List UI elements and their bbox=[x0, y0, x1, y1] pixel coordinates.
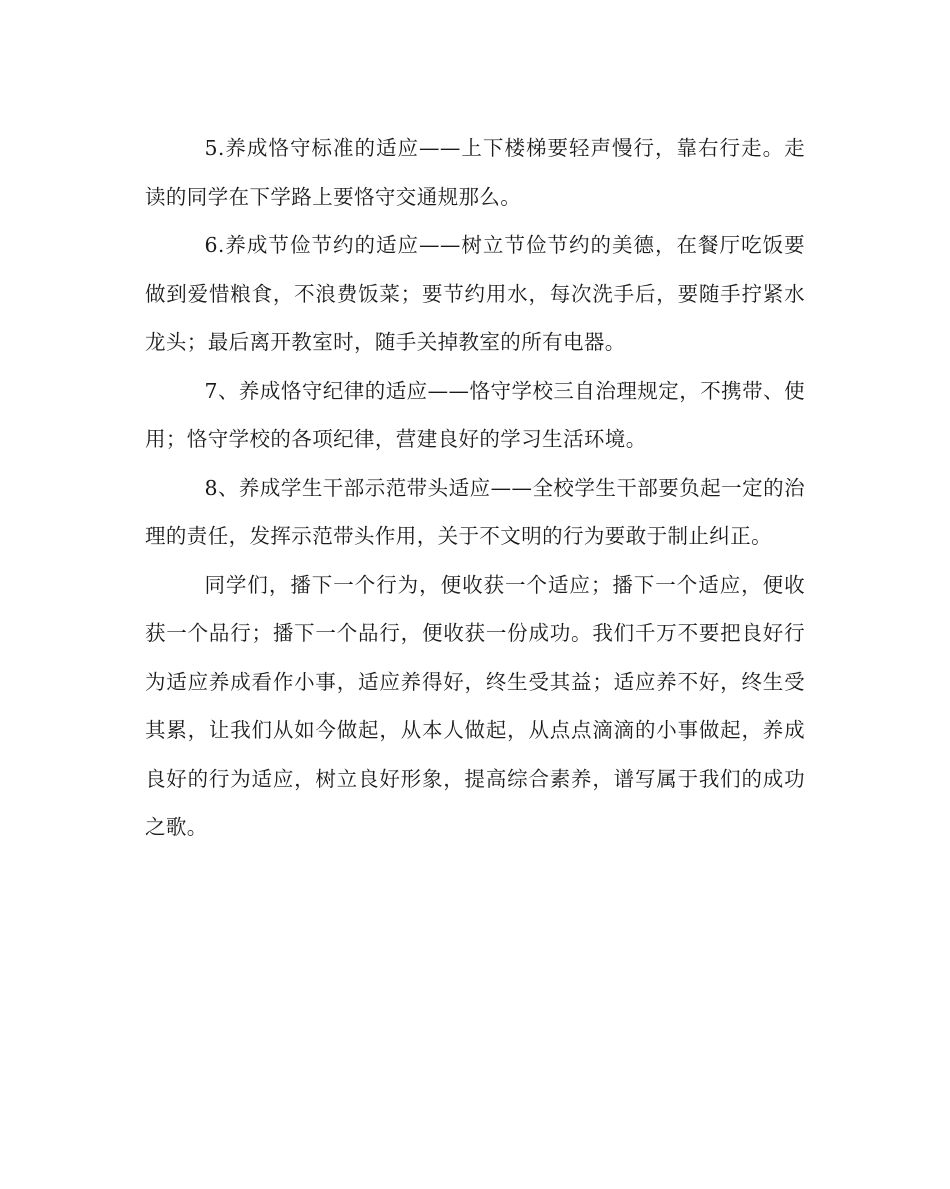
paragraph-item-7: 7、养成恪守纪律的适应——恪守学校三自治理规定，不携带、使用；恪守学校的各项纪律，营建良好的学习生活环境。 bbox=[145, 378, 805, 451]
paragraph-item-8: 8、养成学生干部示范带头适应——全校学生干部要负起一定的治理的责任，发挥示范带头作用，关于不文明的行为要敢于制止纠正。 bbox=[145, 475, 805, 548]
paragraph-item-6: 6.养成节俭节约的适应——树立节俭节约的美德，在餐厅吃饭要做到爱惜粮食，不浪费饭菜；要节约用水，每次洗手后，要随手拧紧水龙头；最后离开教室时，随手关掉教室的所有电器。 bbox=[145, 233, 805, 354]
document-body bbox=[145, 124, 805, 852]
paragraph-item-5: 5.养成恪守标准的适应——上下楼梯要轻声慢行，靠右行走。走读的同学在下学路上要恪守交通规那么。 bbox=[145, 136, 805, 209]
paragraph-closing: 同学们，播下一个行为，便收获一个适应；播下一个适应，便收获一个品行；播下一个品行，便收获一份成功。我们千万不要把良好行为适应养成看作小事，适应养得好，终生受其益；适应养不好，终生受其累，让我们从如今做起，从本人做起，从点点滴滴的小事做起，养成良好的行为适应，树立良好形象，提高综合素养，谱写属于我们的成功之歌。 bbox=[145, 572, 805, 839]
